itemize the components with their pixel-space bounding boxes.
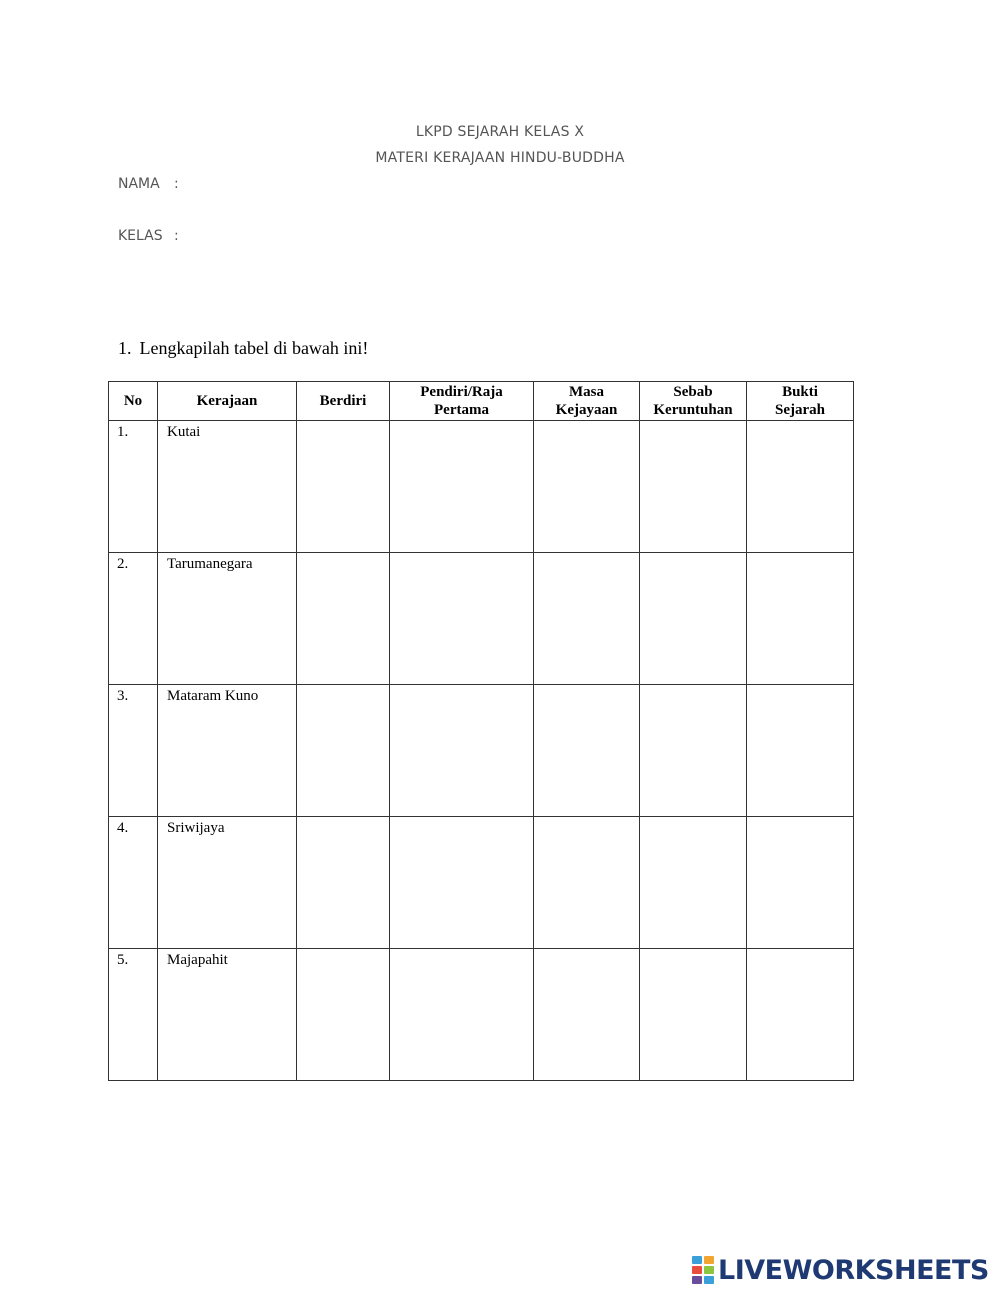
- table-row: [109, 685, 854, 817]
- header-bukti-sejarah: Bukti Sejarah: [747, 382, 854, 421]
- name-field: [118, 176, 179, 192]
- answer-cell-bukti-sejarah[interactable]: [747, 421, 854, 553]
- logo-square: [704, 1256, 714, 1264]
- answer-cell-berdiri[interactable]: [297, 685, 390, 817]
- kingdom-name: Sriwijaya: [158, 817, 297, 949]
- answer-cell-sebab-keruntuhan[interactable]: [640, 949, 747, 1081]
- table-row: [109, 949, 854, 1081]
- header-kerajaan: Kerajaan: [158, 382, 297, 421]
- name-label: NAMA: [118, 176, 160, 192]
- header-pendiri: Pendiri/Raja Pertama: [390, 382, 534, 421]
- answer-cell-sebab-keruntuhan[interactable]: [640, 553, 747, 685]
- answer-cell-masa-kejayaan[interactable]: [534, 817, 640, 949]
- row-number: 1.: [109, 421, 158, 553]
- answer-cell-berdiri[interactable]: [297, 421, 390, 553]
- answer-cell-sebab-keruntuhan[interactable]: [640, 685, 747, 817]
- row-number: 5.: [109, 949, 158, 1081]
- answer-cell-berdiri[interactable]: [297, 553, 390, 685]
- answer-cell-pendiri[interactable]: [390, 949, 534, 1081]
- class-label: KELAS: [118, 228, 163, 244]
- kingdom-name: Mataram Kuno: [158, 685, 297, 817]
- class-field: [118, 228, 179, 244]
- name-separator: :: [174, 176, 179, 192]
- header-berdiri: Berdiri: [297, 382, 390, 421]
- answer-cell-bukti-sejarah[interactable]: [747, 685, 854, 817]
- answer-cell-bukti-sejarah[interactable]: [747, 553, 854, 685]
- answer-cell-masa-kejayaan[interactable]: [534, 421, 640, 553]
- answer-cell-sebab-keruntuhan[interactable]: [640, 421, 747, 553]
- answer-cell-pendiri[interactable]: [390, 817, 534, 949]
- kingdom-name: Kutai: [158, 421, 297, 553]
- answer-cell-masa-kejayaan[interactable]: [534, 685, 640, 817]
- logo-square: [692, 1256, 702, 1264]
- row-number: 4.: [109, 817, 158, 949]
- logo-square: [692, 1276, 702, 1284]
- instruction-number: 1.: [118, 338, 132, 358]
- answer-cell-bukti-sejarah[interactable]: [747, 817, 854, 949]
- answer-cell-sebab-keruntuhan[interactable]: [640, 817, 747, 949]
- liveworksheets-icon: [692, 1256, 714, 1284]
- class-separator: :: [174, 228, 179, 244]
- worksheet-title: LKPD SEJARAH KELAS X: [415, 124, 585, 140]
- answer-cell-masa-kejayaan[interactable]: [534, 949, 640, 1081]
- kingdom-name: Tarumanegara: [158, 553, 297, 685]
- header-no: No: [109, 382, 158, 421]
- answer-cell-bukti-sejarah[interactable]: [747, 949, 854, 1081]
- answer-cell-berdiri[interactable]: [297, 817, 390, 949]
- table-row: [109, 817, 854, 949]
- worksheet-subtitle: MATERI KERAJAAN HINDU-BUDDHA: [375, 150, 625, 166]
- table-row: [109, 421, 854, 553]
- kingdom-name: Majapahit: [158, 949, 297, 1081]
- answer-cell-pendiri[interactable]: [390, 553, 534, 685]
- header-masa-kejayaan: Masa Kejayaan: [534, 382, 640, 421]
- liveworksheets-logo: [692, 1253, 989, 1287]
- table-row: [109, 553, 854, 685]
- header-sebab-keruntuhan: Sebab Keruntuhan: [640, 382, 747, 421]
- instruction-text: Lengkapilah tabel di bawah ini!: [139, 338, 369, 358]
- logo-square: [692, 1266, 702, 1274]
- table-header-row: [109, 382, 854, 421]
- kingdom-table: [108, 381, 854, 1081]
- answer-cell-pendiri[interactable]: [390, 685, 534, 817]
- instruction: [118, 338, 368, 359]
- answer-cell-berdiri[interactable]: [297, 949, 390, 1081]
- logo-square: [704, 1276, 714, 1284]
- row-number: 3.: [109, 685, 158, 817]
- row-number: 2.: [109, 553, 158, 685]
- logo-square: [704, 1266, 714, 1274]
- answer-cell-masa-kejayaan[interactable]: [534, 553, 640, 685]
- liveworksheets-wordmark: LIVEWORKSHEETS: [718, 1254, 989, 1286]
- answer-cell-pendiri[interactable]: [390, 421, 534, 553]
